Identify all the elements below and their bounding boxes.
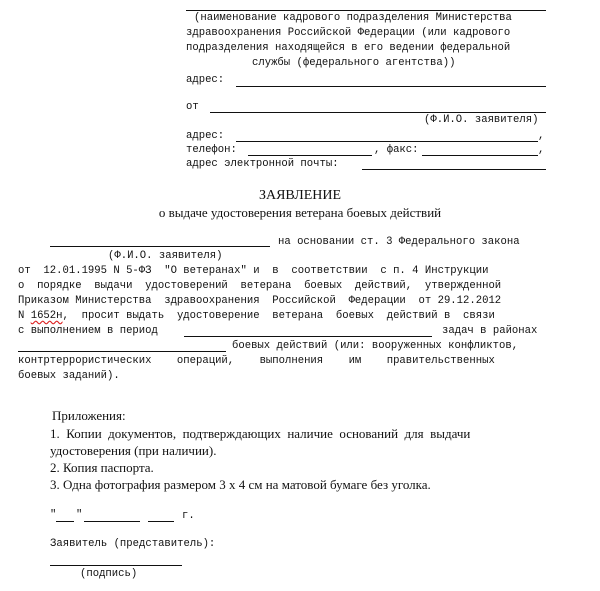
date-open-quote: " bbox=[50, 509, 57, 521]
body-line-2: от 12.01.1995 N 5-ФЗ "О ветеранах" и в соответствии с п. 4 Инструкции bbox=[18, 265, 489, 277]
department-caption-4: службы (федерального агентства)) bbox=[252, 57, 456, 69]
fax-comma: , bbox=[538, 144, 545, 156]
address-comma: , bbox=[538, 130, 545, 142]
combat-region-field[interactable] bbox=[18, 351, 226, 352]
order-number: 1652н bbox=[30, 310, 63, 322]
applicant-fio-field[interactable] bbox=[50, 246, 270, 247]
service-period-field[interactable] bbox=[184, 336, 432, 337]
body-line-8: контртеррористических операций, выполнения им правительственных bbox=[18, 355, 495, 367]
email-field[interactable] bbox=[362, 169, 546, 170]
applicant-address-label: адрес: bbox=[186, 130, 225, 142]
department-caption-1: (наименование кадрового подразделения Министерства bbox=[194, 12, 512, 24]
applicant-label: Заявитель (представитель): bbox=[50, 538, 216, 550]
body-line-5-start: N bbox=[18, 310, 31, 322]
body-line-1: на основании ст. 3 Федерального закона bbox=[278, 236, 520, 248]
fax-field[interactable] bbox=[422, 155, 538, 156]
applicant-fio-caption: (Ф.И.О. заявителя) bbox=[108, 250, 223, 262]
signature-field[interactable] bbox=[50, 565, 182, 566]
applicant-name-caption: (Ф.И.О. заявителя) bbox=[424, 114, 539, 126]
address-field[interactable] bbox=[236, 86, 546, 87]
department-caption-2: здравоохранения Российской Федерации (или кадрового bbox=[186, 27, 511, 39]
from-label: от bbox=[186, 101, 199, 113]
phone-field[interactable] bbox=[248, 155, 372, 156]
body-line-9: боевых заданий). bbox=[18, 370, 120, 382]
body-line-5 bbox=[18, 310, 495, 322]
attachment-item-3: 3. Одна фотография размером 3 х 4 см на матовой бумаге без уголка. bbox=[50, 477, 431, 492]
body-line-6: с выполнением в период bbox=[18, 325, 158, 337]
department-caption-3: подразделения находящейся в его ведении федеральной bbox=[186, 42, 511, 54]
body-line-3: о порядке выдачи удостоверений ветерана боевых действий, утвержденной bbox=[18, 280, 502, 292]
attachment-item-1 bbox=[50, 426, 470, 442]
signature-caption: (подпись) bbox=[80, 568, 138, 580]
fax-label: , факс: bbox=[374, 144, 419, 156]
body-line-6-tail: задач в районах bbox=[442, 325, 538, 337]
body-line-4: Приказом Министерства здравоохранения Российской Федерации от 29.12.2012 bbox=[18, 295, 502, 307]
attachment-item-1-text: 1. Копии документов, подтверждающих наличие оснований для выдачи bbox=[50, 426, 471, 441]
document-title: ЗАЯВЛЕНИЕ bbox=[258, 188, 342, 203]
department-line[interactable] bbox=[186, 10, 546, 11]
attachment-item-1-cont: удостоверения (при наличии). bbox=[50, 443, 217, 458]
address-label: адрес: bbox=[186, 74, 225, 86]
attachment-item-2: 2. Копия паспорта. bbox=[50, 460, 154, 475]
year-suffix: г. bbox=[182, 510, 195, 522]
date-day-field[interactable] bbox=[56, 521, 74, 522]
date-close-quote: " bbox=[76, 509, 83, 521]
email-label: адрес электронной почты: bbox=[186, 158, 339, 170]
body-line-5-rest: , просит выдать удостоверение ветерана боевых действий в связи bbox=[62, 310, 495, 322]
phone-label: телефон: bbox=[186, 144, 237, 156]
applicant-address-field[interactable] bbox=[236, 141, 538, 142]
body-line-7: боевых действий (или: вооруженных конфликтов, bbox=[232, 340, 519, 352]
date-year-field[interactable] bbox=[148, 521, 174, 522]
applicant-name-field[interactable] bbox=[210, 112, 546, 113]
document-subtitle: о выдаче удостоверения ветерана боевых действий bbox=[158, 205, 442, 220]
attachments-label: Приложения: bbox=[52, 408, 126, 423]
date-month-field[interactable] bbox=[84, 521, 140, 522]
